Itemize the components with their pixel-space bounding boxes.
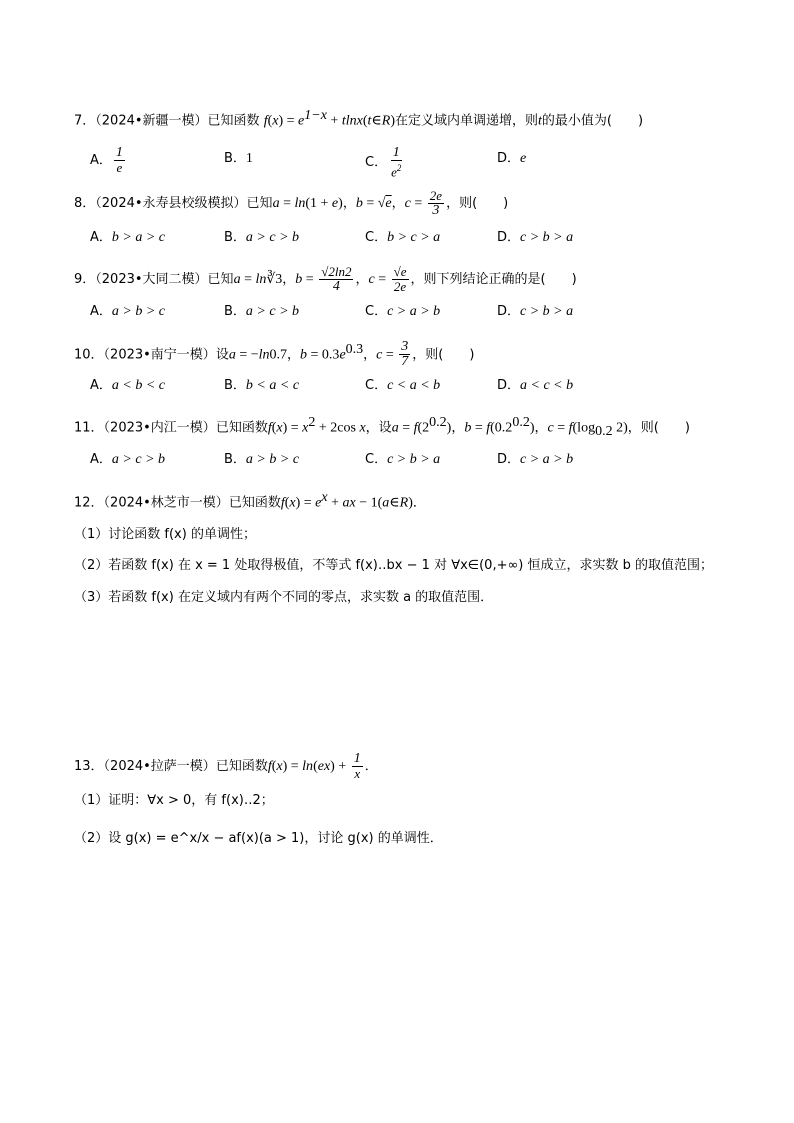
question-source: （2023•大同二模）: [95, 272, 208, 287]
option-a[interactable]: A．a > c > b: [90, 452, 166, 467]
option-d[interactable]: D．c > b > a: [497, 230, 574, 245]
question-number: 7．: [74, 113, 96, 129]
question-stem-end: ，则下列结论正确的是( ): [410, 272, 577, 287]
question-var: t: [538, 113, 542, 129]
question-source: （2023•内江一模）: [103, 420, 216, 436]
question-stem-post: 在定义域内单调递增，则: [395, 113, 539, 129]
option-d[interactable]: D．c > a > b: [497, 452, 574, 467]
question-number: 11．: [74, 420, 104, 436]
question-formula: a: [233, 272, 241, 287]
option-a[interactable]: A．a > b > c: [90, 304, 166, 319]
question-12-part-2: （2）若函数 f(x) 在 x = 1 处取得极值，不等式 f(x)‥bx − 1 对 ∀x∈(0,+∞) 恒成立，求实数 b 的取值范围；: [74, 558, 714, 573]
question-formula: f: [280, 495, 285, 511]
question-formula: a: [228, 347, 236, 363]
option-c[interactable]: C．c < a < b: [365, 378, 441, 393]
question-10: 10．（2023•南宁一模）设a = −ln0.7，$b = 0.3e^{0.3}$，c = $\frac{3}{7}$ ，则( ): [74, 339, 475, 370]
question-stem-end: 的最小值为( ): [541, 113, 644, 129]
question-13-part-1: （1）证明：∀x > 0，有 f(x)‥2；: [74, 793, 274, 808]
option-b[interactable]: B．a > b > c: [224, 452, 300, 467]
question-12-part-1: （1）讨论函数 f(x) 的单调性；: [74, 527, 256, 542]
question-8: 8．（2024•永寿县校级模拟）已知a = ln(1 + e)，b = √e，c = $\frac{2e}{3}$ ，则( ): [74, 188, 509, 218]
question-12-part-3: （3）若函数 f(x) 在定义域内有两个不同的零点，求实数 a 的取值范围．: [74, 590, 494, 605]
question-stem: 已知函数: [207, 113, 264, 129]
question-13: 13．（2024•拉萨一模）已知函数f(x) = ln(ex) + $\frac{1}{x}$ ．: [74, 751, 378, 781]
option-c[interactable]: C．b > c > a: [365, 230, 441, 245]
question-number: 9．: [74, 272, 96, 287]
question-source: （2024•新疆一模）: [95, 113, 208, 129]
option-b[interactable]: B．1: [224, 151, 253, 166]
question-stem: 已知: [246, 196, 273, 211]
question-formula: f: [263, 113, 268, 129]
question-source: （2023•南宁一模）: [103, 347, 216, 363]
option-b[interactable]: B．a > c > b: [224, 304, 300, 319]
option-d[interactable]: D．e: [497, 151, 527, 166]
question-stem: 设: [215, 347, 229, 363]
question-9: 9．（2023•大同二模）已知a = ln∛3，b = $\frac{√2\ln 2}{4}$ ，c = $\frac{√e}{2e}$ ，则下列结论正确的是( ): [74, 264, 577, 294]
question-stem: 已知函数: [228, 495, 281, 511]
question-source: （2024•拉萨一模）: [103, 759, 216, 774]
question-13-part-2: （2）设 g(x) = e^x/x − af(x)(a > 1)，讨论 g(x) 的单调性．: [74, 831, 443, 846]
question-stem-end: ，则( ): [446, 196, 509, 211]
option-a[interactable]: A． $\frac{1}{e}$: [90, 145, 123, 175]
option-d[interactable]: D．a < c < b: [497, 378, 574, 393]
question-stem: 已知函数: [215, 420, 268, 436]
question-stem: 已知: [207, 272, 234, 287]
question-formula: f: [267, 420, 272, 436]
question-formula: a: [272, 196, 280, 211]
option-c[interactable]: C．c > a > b: [365, 304, 441, 319]
question-number: 8．: [74, 196, 96, 211]
question-12: 12．（2024•林芝市一模）已知函数$f(x) = e^x$ + ax − 1(a∈R)．: [74, 490, 426, 511]
option-d[interactable]: D．c > b > a: [497, 304, 574, 319]
option-c[interactable]: C．c > b > a: [365, 452, 441, 467]
question-source: （2024•林芝市一模）: [103, 495, 229, 511]
question-stem-end: ．: [364, 759, 378, 774]
question-number: 13．: [74, 759, 104, 774]
question-7: 7．（2024•新疆一模）已知函数 $f(x) = e^{1-x}$ + tlnx(t∈R)在定义域内单调递增，则t的最小值为( ): [74, 108, 644, 129]
option-c[interactable]: C． $\frac{1}{e^2}$: [365, 145, 402, 180]
question-stem-end: ，则( ): [412, 347, 475, 363]
option-a[interactable]: A．a < b < c: [90, 378, 166, 393]
question-number: 12．: [74, 495, 104, 511]
question-stem-end: ，则( ): [627, 420, 690, 436]
option-b[interactable]: B．b < a < c: [224, 378, 300, 393]
question-stem-end: ．: [412, 495, 426, 511]
option-a[interactable]: A．b > a > c: [90, 230, 166, 245]
question-formula: f: [267, 759, 272, 774]
question-11: 11．（2023•内江一模）已知函数$f(x) = x^2 + 2\cos$ x，设$a = f(2^{0.2})$，$b = f(0.2^{0.2})$，$c = f(\log_{0.2}$ 2)，则( ): [74, 415, 690, 439]
question-source: （2024•永寿县校级模拟）: [95, 196, 247, 211]
option-b[interactable]: B．a > c > b: [224, 230, 300, 245]
question-number: 10．: [74, 347, 104, 363]
question-stem: 已知函数: [215, 759, 268, 774]
